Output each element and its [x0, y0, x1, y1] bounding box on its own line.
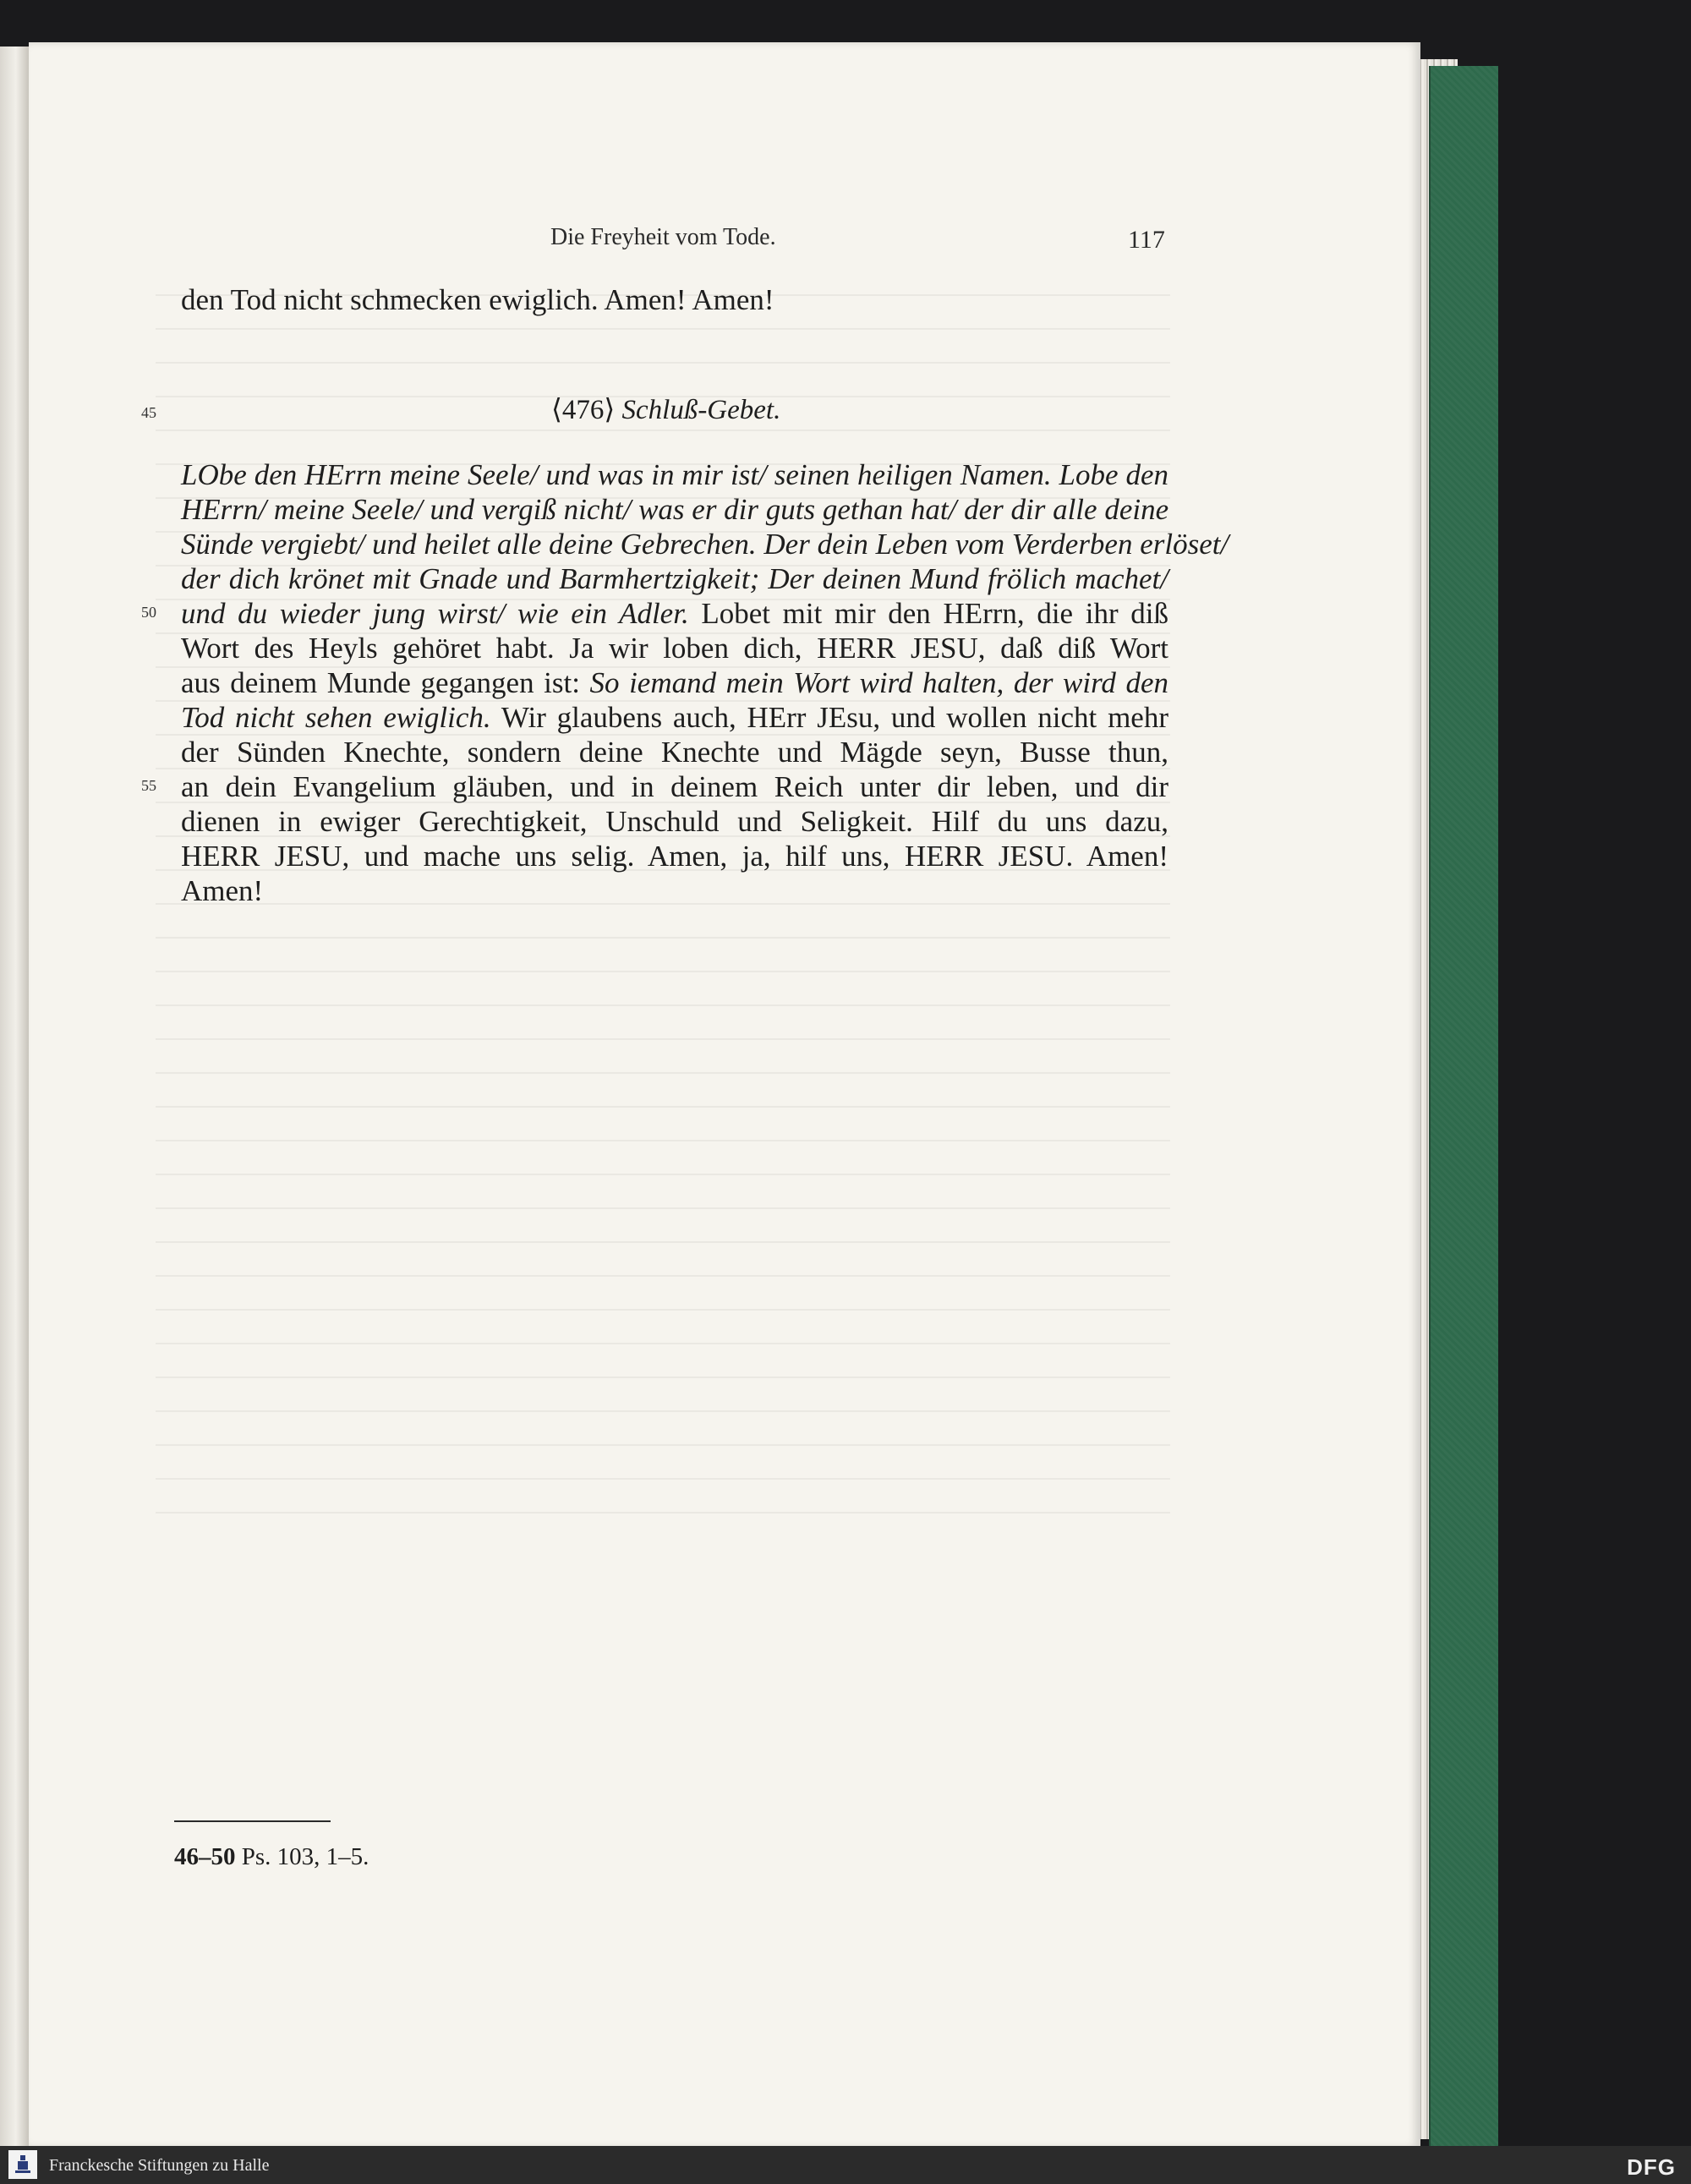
text-line — [181, 666, 1168, 700]
dfg-logo: DFG — [1627, 2154, 1676, 2180]
text-line-italic: LObe den HErrn meine Seele/ und was in mir ist/ seinen heiligen Namen. Lobe den — [181, 458, 1168, 491]
text-line — [181, 597, 1168, 631]
text-line-italic: Sünde vergiebt/ und heilet alle deine Gebrechen. Der dein Leben vom Verderben erlöset/ — [181, 528, 1229, 561]
page-number: 117 — [1128, 226, 1165, 254]
text-line-italic: und du wieder jung wirst/ wie ein Adler. — [181, 597, 689, 630]
text-line-italic: der dich krönet mit Gnade und Barmhertzigkeit; Der deinen Mund frölich machet/ — [181, 562, 1168, 595]
text-line-roman: Lobet mit mir den HErrn, die ihr diß — [701, 597, 1169, 630]
text-line — [181, 562, 1168, 596]
footnote-text: Ps. 103, 1–5. — [241, 1843, 369, 1870]
institution-logo-icon — [8, 2150, 37, 2179]
section-heading — [551, 392, 780, 426]
footnote-ref: 46–50 — [174, 1843, 236, 1870]
text-line: an dein Evangelium gläuben, und in deinem Reich unter dir leben, und dir — [181, 770, 1168, 803]
text-line: Wort des Heyls gehöret habt. Ja wir loben dich, HERR JESU, daß diß Wort — [181, 632, 1168, 665]
text-line — [181, 493, 1168, 527]
text-line: Amen! — [181, 874, 264, 907]
book-cover — [1429, 66, 1498, 2146]
line-number-45: 45 — [141, 404, 156, 421]
institution-name: Franckesche Stiftungen zu Halle — [49, 2156, 270, 2175]
text-line-italic: Tod nicht sehen ewiglich. — [181, 701, 491, 734]
running-title: Die Freyheit vom Tode. — [550, 224, 776, 250]
line-number-55: 55 — [141, 777, 156, 794]
text-line-italic: So iemand mein Wort wird halten, der wird den — [589, 666, 1169, 699]
text-line — [181, 701, 1168, 735]
footnote — [174, 1843, 369, 1871]
left-page-edge — [0, 47, 29, 2169]
text-line-italic: HErrn/ meine Seele/ und vergiß nicht/ was er dir guts gethan hat/ der dir alle deine — [181, 493, 1169, 526]
text-line — [181, 458, 1168, 492]
text-line-roman: aus deinem Munde gegangen ist: — [181, 666, 580, 699]
section-number: ⟨476⟩ — [551, 395, 616, 425]
text-line: dienen in ewiger Gerechtigkeit, Unschuld und Seligkeit. Hilf du uns dazu, — [181, 805, 1168, 838]
text-line: der Sünden Knechte, sondern deine Knechte und Mägde seyn, Busse thun, — [181, 736, 1168, 769]
text-line-roman: Wir glaubens auch, HErr JEsu, und wollen nicht mehr — [501, 701, 1168, 734]
text-line: HERR JESU, und mache uns selig. Amen, ja, hilf uns, HERR JESU. Amen! — [181, 840, 1168, 873]
footnote-rule — [174, 1820, 331, 1822]
text-line: den Tod nicht schmecken ewiglich. Amen! Amen! — [181, 283, 774, 316]
line-number-50: 50 — [141, 604, 156, 621]
section-title: Schluß-Gebet. — [621, 395, 781, 425]
book-page — [29, 42, 1420, 2148]
text-line — [181, 528, 1229, 561]
